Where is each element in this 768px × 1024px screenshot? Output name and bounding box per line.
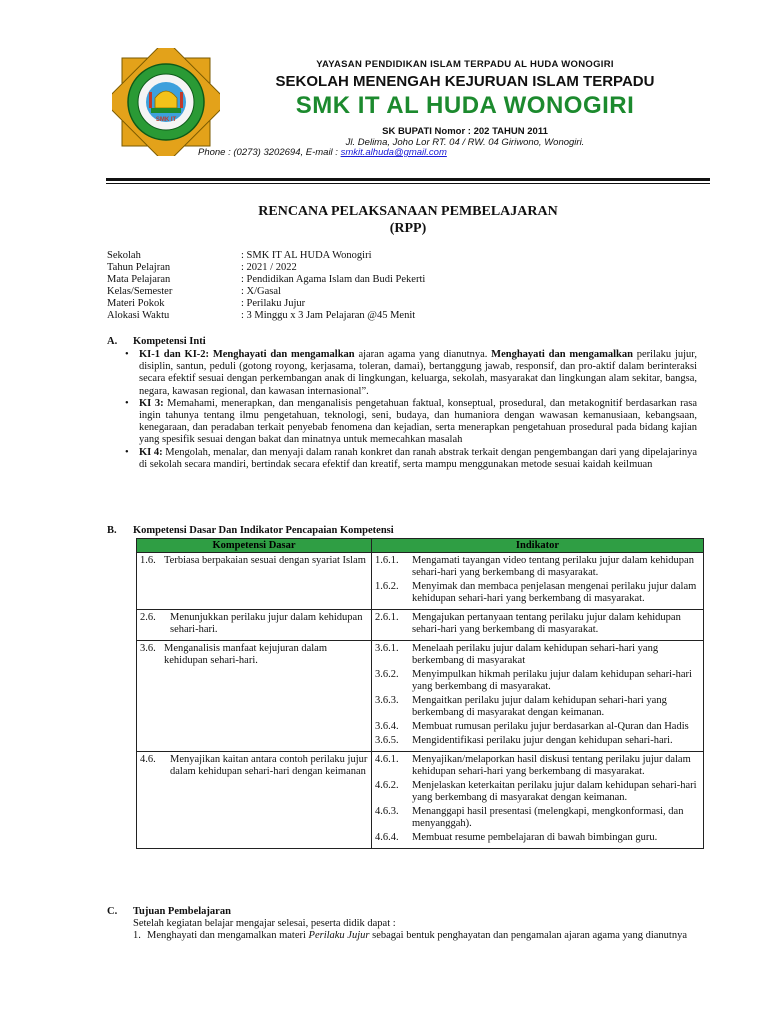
section-a-heading bbox=[107, 336, 206, 348]
ki-3-text: KI 3: Memahami, menerapkan, dan menganalisis pengetahuan faktual, konseptual, prosedural, dan metakognitif berdasarkan rasa ingin tahunya tentang ilmu pengetahuan, teknologi, seni, budaya, dan humaniora dengan wawasan kemanusiaan, kebangsaan, kenegaraan, dan peradaban terkait penyebab fenomena dan kejadian, serta menerapkan pengetahuan prosedural pada bidang kajian yang spesifik sesuai dengan bakat dan minatnya untuk memecahkan masalah bbox=[139, 397, 697, 446]
identity-key: Sekolah bbox=[107, 250, 141, 261]
table-row bbox=[137, 752, 704, 849]
section-letter: C. bbox=[107, 906, 118, 917]
school-type: SEKOLAH MENENGAH KEJURUAN ISLAM TERPADU bbox=[275, 73, 655, 90]
indicator-item bbox=[375, 721, 700, 733]
identity-row bbox=[107, 262, 425, 274]
table-row bbox=[137, 641, 704, 752]
kd-number: 1.6. bbox=[140, 555, 156, 566]
indicator-item bbox=[375, 669, 700, 693]
kd-cell bbox=[137, 553, 372, 610]
indicator-number: 2.6.1. bbox=[375, 612, 399, 623]
indicator-item bbox=[375, 695, 700, 719]
kd-text: Menganalisis manfaat kejujuran dalam kehidupan sehari-hari. bbox=[164, 643, 327, 666]
identity-key: Alokasi Waktu bbox=[107, 310, 170, 321]
indicator-text: Mengamati tayangan video tentang perilaku jujur dalam kehidupan sehari-hari yang berkembang di masyarakat. bbox=[412, 555, 694, 578]
table-row bbox=[137, 553, 704, 610]
ki-4-text: KI 4: Mengolah, menalar, dan menyaji dalam ranah konkret dan ranah abstrak terkait dengan pengembangan dari yang dipelajarinya di sekolah secara mandiri, bertindak secara efektif dan kreatif, serta mampu menggunakan metode sesuai kaidah keilmuan bbox=[139, 446, 697, 470]
header-rule-thick bbox=[106, 178, 710, 181]
kd-number: 3.6. bbox=[140, 643, 156, 654]
indicator-number: 3.6.3. bbox=[375, 695, 399, 706]
indicator-number: 3.6.2. bbox=[375, 669, 399, 680]
decree-number: SK BUPATI Nomor : 202 TAHUN 2011 bbox=[382, 126, 548, 137]
section-b-heading bbox=[107, 525, 394, 537]
identity-block bbox=[107, 250, 425, 322]
column-header-indikator: Indikator bbox=[372, 539, 704, 553]
identity-row bbox=[107, 250, 425, 262]
indicator-number: 3.6.1. bbox=[375, 643, 399, 654]
indicator-cell bbox=[372, 641, 704, 752]
identity-value: : 3 Minggu x 3 Jam Pelajaran @45 Menit bbox=[241, 310, 416, 321]
letterhead bbox=[0, 0, 768, 180]
indicator-text: Menelaah perilaku jujur dalam kehidupan sehari-hari yang berkembang di masyarakat bbox=[412, 643, 659, 666]
indicator-number: 4.6.4. bbox=[375, 832, 399, 843]
indicator-item bbox=[375, 581, 700, 605]
kd-cell bbox=[137, 752, 372, 849]
indicator-cell bbox=[372, 553, 704, 610]
item-number: 1. bbox=[133, 930, 141, 942]
identity-key: Kelas/Semester bbox=[107, 286, 173, 297]
title-line-1: RENCANA PELAKSANAAN PEMBELAJARAN bbox=[258, 204, 558, 219]
list-item bbox=[125, 447, 697, 471]
indicator-item bbox=[375, 735, 700, 747]
indicator-text: Menjelaskan keterkaitan perilaku jujur dalam kehidupan sehari-hari yang berkembang di masyarakat dengan keimanan. bbox=[412, 780, 697, 803]
identity-value: : Perilaku Jujur bbox=[241, 298, 306, 309]
section-letter: A. bbox=[107, 336, 118, 347]
indicator-item bbox=[375, 832, 700, 844]
kd-number: 4.6. bbox=[140, 754, 156, 765]
indicator-item bbox=[375, 754, 700, 778]
competency-table bbox=[136, 538, 704, 849]
ki-1-2-text: KI-1 dan KI-2: Menghayati dan mengamalkan ajaran agama yang dianutnya. Menghayati dan mengamalkan perilaku jujur, disiplin, santun, peduli (gotong royong, kerjasama, toleran, damai), bertanggung jawab, responsif, dan pro-aktif dalam berinteraksi secara efektif sesuai dengan perkembangan anak di lingkungan, keluarga, sekolah, masyarakat dan lingkungan alam sekitar, bangsa, negara, kawasan regional, dan kawasan internasional”. bbox=[139, 349, 698, 397]
section-title: Tujuan Pembelajaran bbox=[133, 906, 231, 917]
foundation-name: YAYASAN PENDIDIKAN ISLAM TERPADU AL HUDA WONOGIRI bbox=[316, 59, 614, 70]
indicator-text: Mengajukan pertanyaan tentang perilaku jujur dalam kehidupan sehari-hari yang berkembang di masyarakat. bbox=[412, 612, 681, 635]
bullet-icon: • bbox=[125, 397, 129, 409]
identity-row bbox=[107, 274, 425, 286]
indicator-number: 1.6.2. bbox=[375, 581, 399, 592]
objective-intro: Setelah kegiatan belajar mengajar selesai, peserta didik dapat : bbox=[133, 918, 396, 930]
logo-text: SMK IT bbox=[155, 117, 177, 123]
indicator-text: Menyimpulkan hikmah perilaku jujur dalam kehidupan sehari-hari yang berkembang di masyarakat. bbox=[412, 669, 692, 692]
title-line-2: (RPP) bbox=[389, 221, 427, 236]
indicator-number: 1.6.1. bbox=[375, 555, 399, 566]
section-letter: B. bbox=[107, 525, 117, 536]
indicator-text: Mengaitkan perilaku jujur dalam kehidupan sehari-hari yang berkembang di masyarakat dengan keimanan. bbox=[412, 695, 667, 718]
identity-row bbox=[107, 310, 425, 322]
objective-text: Menghayati dan mengamalkan materi Perilaku Jujur sebagai bentuk penghayatan dan pengamalan ajaran agama yang dianutnya bbox=[147, 930, 687, 942]
indicator-text: Menanggapi hasil presentasi (melengkapi, mengkonformasi, dan menyanggah). bbox=[412, 806, 684, 829]
identity-row bbox=[107, 298, 425, 310]
indicator-item bbox=[375, 612, 700, 636]
indicator-item bbox=[375, 780, 700, 804]
section-title: Kompetensi Dasar Dan Indikator Pencapaian Kompetensi bbox=[133, 525, 394, 536]
phone-text: Phone : (0273) 3202694, E-mail : bbox=[198, 147, 341, 158]
kd-number: 2.6. bbox=[140, 612, 156, 623]
contact-line bbox=[198, 147, 447, 158]
kd-text: Terbiasa berpakaian sesuai dengan syariat Islam bbox=[164, 555, 366, 566]
indicator-number: 4.6.2. bbox=[375, 780, 399, 791]
school-address: Jl. Delima, Joho Lor RT. 04 / RW. 04 Giriwono, Wonogiri. bbox=[345, 137, 585, 148]
indicator-cell bbox=[372, 752, 704, 849]
identity-value: : X/Gasal bbox=[241, 286, 281, 297]
kd-text: Menyajikan kaitan antara contoh perilaku jujur dalam kehidupan sehari-hari dengan keimanan bbox=[170, 754, 368, 777]
indicator-text: Membuat resume pembelajaran di bawah bimbingan guru. bbox=[412, 832, 658, 843]
indicator-number: 3.6.4. bbox=[375, 721, 399, 732]
indicator-item bbox=[375, 555, 700, 579]
identity-key: Materi Pokok bbox=[107, 298, 165, 309]
school-logo-icon bbox=[112, 48, 220, 156]
identity-value: : SMK IT AL HUDA Wonogiri bbox=[241, 250, 372, 261]
indicator-item bbox=[375, 643, 700, 667]
indicator-text: Menyimak dan membaca penjelasan mengenai perilaku jujur dalam kehidupan sehari-hari yang berkembang di masyarakat. bbox=[412, 581, 697, 604]
identity-key: Tahun Pelajran bbox=[107, 262, 171, 273]
bullet-icon: • bbox=[125, 349, 129, 360]
indicator-text: Menyajikan/melaporkan hasil diskusi tentang perilaku jujur dalam kehidupan sehari-hari yang berkembang di masyarakat. bbox=[412, 754, 691, 777]
list-item bbox=[125, 349, 697, 398]
indicator-number: 4.6.3. bbox=[375, 806, 399, 817]
list-item bbox=[125, 398, 697, 447]
indicator-item bbox=[375, 806, 700, 830]
section-title: Kompetensi Inti bbox=[133, 336, 206, 347]
header-rule-thin bbox=[106, 183, 710, 184]
document-title bbox=[106, 203, 710, 237]
table-row bbox=[137, 610, 704, 641]
indicator-number: 3.6.5. bbox=[375, 735, 399, 746]
kd-cell bbox=[137, 641, 372, 752]
email-link[interactable]: smkit.alhuda@gmail.com bbox=[340, 147, 447, 158]
indicator-cell bbox=[372, 610, 704, 641]
identity-key: Mata Pelajaran bbox=[107, 274, 171, 285]
identity-row bbox=[107, 286, 425, 298]
indicator-text: Membuat rumusan perilaku jujur berdasarkan al-Quran dan Hadis bbox=[412, 721, 689, 732]
kd-cell bbox=[137, 610, 372, 641]
column-header-kd: Kompetensi Dasar bbox=[137, 539, 372, 553]
kd-text: Menunjukkan perilaku jujur dalam kehidupan sehari-hari. bbox=[170, 612, 363, 635]
school-name: SMK IT AL HUDA WONOGIRI bbox=[295, 92, 635, 119]
identity-value: : 2021 / 2022 bbox=[241, 262, 297, 273]
bullet-icon: • bbox=[125, 446, 129, 458]
indicator-text: Mengidentifikasi perilaku jujur dengan kehidupan sehari-hari. bbox=[412, 735, 673, 746]
core-competency-list bbox=[125, 349, 697, 471]
indicator-number: 4.6.1. bbox=[375, 754, 399, 765]
section-c bbox=[107, 906, 697, 943]
identity-value: : Pendidikan Agama Islam dan Budi Pekerti bbox=[241, 274, 426, 285]
list-item bbox=[107, 930, 697, 942]
